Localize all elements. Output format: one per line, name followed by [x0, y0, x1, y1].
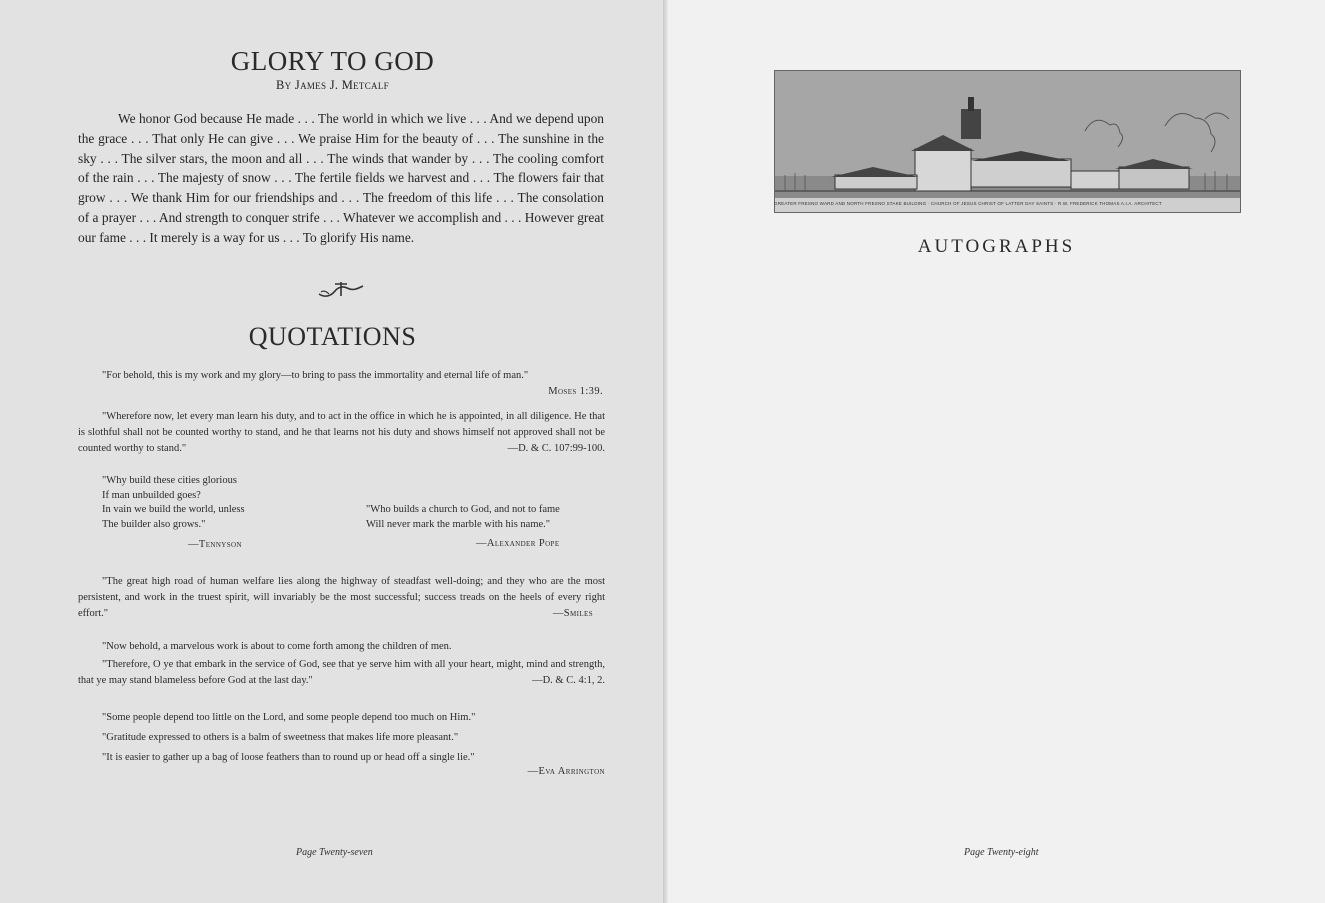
quote-text: "Therefore, O ye that embark in the service of God, see that ye serve him with all your heart, might, mind and strength, that ye may stand blameless before God at the last day."	[78, 659, 605, 686]
verse-attribution: —Alexander Pope	[476, 538, 560, 550]
page-number-right: Page Twenty-eight	[964, 847, 1039, 858]
scroll-flourish-icon	[317, 280, 365, 300]
quote-smiles	[78, 574, 605, 622]
poem-byline: By James J. Metcalf	[276, 78, 389, 92]
quote-arrington	[78, 708, 605, 779]
quote-text: "For behold, this is my work and my glory—to bring to pass the immortality and eternal life of man."	[102, 370, 529, 381]
quote-attribution: —D. & C. 107:99-100.	[507, 443, 605, 454]
quote-attribution: —Smiles	[552, 608, 593, 619]
verse-line: The builder also grows."	[102, 519, 206, 531]
quotations-heading: QUOTATIONS	[248, 322, 417, 351]
quote-text: "Now behold, a marvelous work is about to come forth among the children of men.	[102, 641, 452, 652]
quote-attribution: Moses 1:39.	[548, 386, 603, 397]
poem-title: GLORY TO GOD	[230, 46, 435, 76]
church-building-illustration	[774, 70, 1241, 213]
page-number-left: Page Twenty-seven	[296, 847, 373, 858]
quote-dc-107	[78, 409, 605, 457]
quote-attribution: —Eva Arrington	[527, 766, 605, 777]
verse-line: If man unbuilded goes?	[102, 489, 201, 501]
pope-verse	[366, 503, 606, 552]
quote-text: "Gratitude expressed to others is a balm of sweetness that makes life more pleasant."	[102, 732, 459, 743]
quote-text: "Some people depend too little on the Lord, and some people depend too much on Him."	[102, 712, 476, 723]
quote-attribution: —D. & C. 4:1, 2.	[532, 675, 605, 686]
quote-text: "It is easier to gather up a bag of loose feathers than to round up or head off a single lie."	[102, 752, 475, 763]
quote-text: "The great high road of human welfare lies along the highway of steadfast well-doing; and they who are the most persistent, and work in the truest spirit, will invariably be the most successful; success treads on the heels of every right effort."	[78, 576, 605, 619]
verse-line: "Who builds a church to God, and not to fame	[366, 504, 560, 515]
quote-text: "Wherefore now, let every man learn his duty, and to act in the office in which he is appointed, in all diligence. He that is slothful shall not be counted worthy to stand, and he that learns not his duty and shows himself not approved shall not be counted worthy to stand."	[78, 411, 605, 454]
verse-line: Will never mark the marble with his name."	[366, 518, 551, 530]
verse-line: In vain we build the world, unless	[102, 504, 245, 516]
poem-text: We honor God because He made . . . The world in which we live . . . And we depend upon the grace . . . That only He can give . . . We praise Him for the beauty of . . . The sunshine in the sky . . . The silver stars, the moon and all . . . The winds that wander by . . . The cooling comfort of the rain . . . The majesty of snow . . . The fertile fields we harvest and . . . The flowers fair that grow . . . We thank Him for our friendships and . . . The freedom of this life . . . The consolation of a prayer . . . And strength to conquer strife . . . Whatever we accomplish and . . . However great our fame . . . It merely is a way for us . . . To glorify His name.	[78, 111, 604, 245]
quote-dc-4	[78, 639, 605, 689]
verse-line: "Why build these cities glorious	[102, 475, 237, 486]
autographs-heading: AUTOGRAPHS	[917, 236, 1076, 257]
tennyson-verse	[102, 474, 322, 553]
illustration-caption: GREATER FRESNO WARD AND NORTH FRESNO STAKE BUILDING · CHURCH OF JESUS CHRIST OF LATTER DAY SAINTS · R.W. FREDERICK THOMAS A.I.A. ARCHITECT	[774, 201, 1162, 206]
verse-attribution: —Tennyson	[188, 538, 242, 550]
quote-moses	[78, 368, 605, 400]
